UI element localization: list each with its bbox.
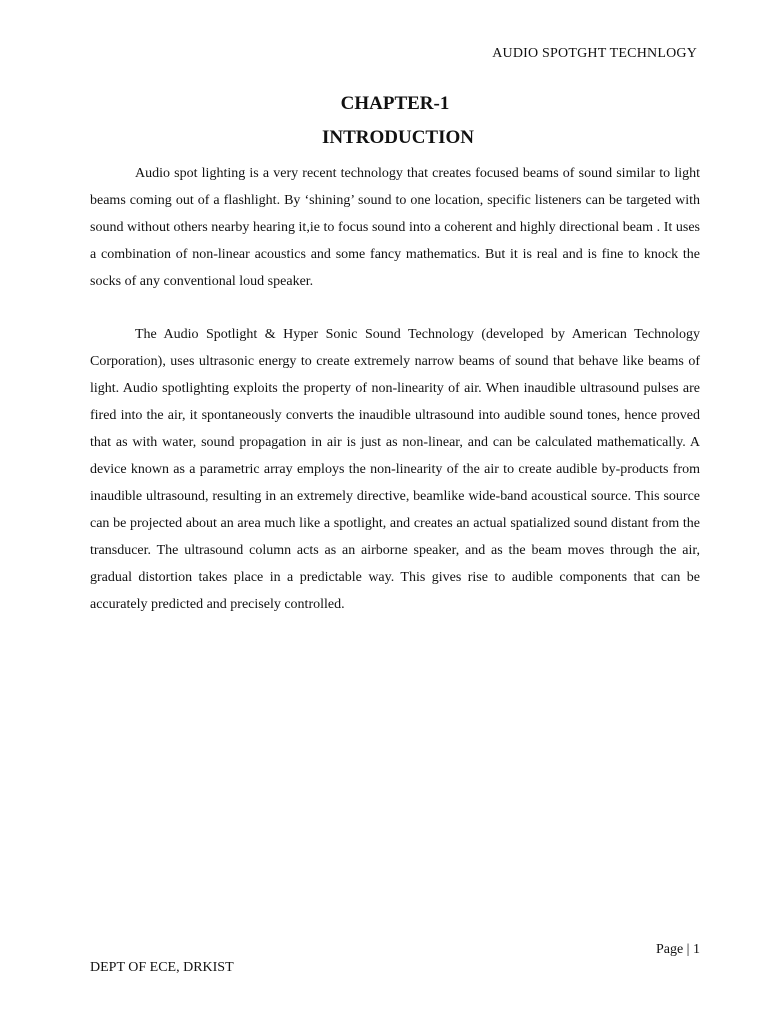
chapter-number: CHAPTER-1: [340, 93, 450, 114]
running-header: AUDIO SPOTGHT TECHNLOGY: [492, 46, 697, 61]
paragraph: Audio spot lighting is a very recent technology that creates focused beams of sound similar to light beams coming out of a flashlight. By ‘shining’ sound to one location, specific listeners can be targeted with sound without others nearby hearing it,ie to focus sound into a coherent and highly directional beam . It uses a combination of non-linear acoustics and some fancy mathematics. But it is real and is fine to knock the socks of any conventional loud speaker.: [90, 166, 700, 289]
chapter-title: INTRODUCTION: [321, 127, 475, 148]
footer-department: DEPT OF ECE, DRKIST: [90, 960, 234, 975]
page-number: Page | 1: [655, 942, 700, 957]
paragraph: The Audio Spotlight & Hyper Sonic Sound Technology (developed by American Technology Corporation), uses ultrasonic energy to create extremely narrow beams of sound that behave like beams of light. Audio spotlighting exploits the property of non-linearity of air. When inaudible ultrasound pulses are fired into the air, it spontaneously converts the inaudible ultrasound into audible sound tones, hence proved that as with water, sound propagation in air is just as non-linear, and can be calculated mathematically. A device known as a parametric array employs the non-linearity of the air to create audible by-products from inaudible ultrasound, resulting in an extremely directive, beamlike wide-band acoustical source. This source can be projected about an area much like a spotlight, and creates an actual spatialized sound distant from the transducer. The ultrasound column acts as an airborne speaker, and as the beam moves through the air, gradual distortion takes place in a predictable way. This gives rise to audible components that can be accurately predicted and precisely controlled.: [90, 327, 700, 612]
body-text: [90, 160, 700, 618]
